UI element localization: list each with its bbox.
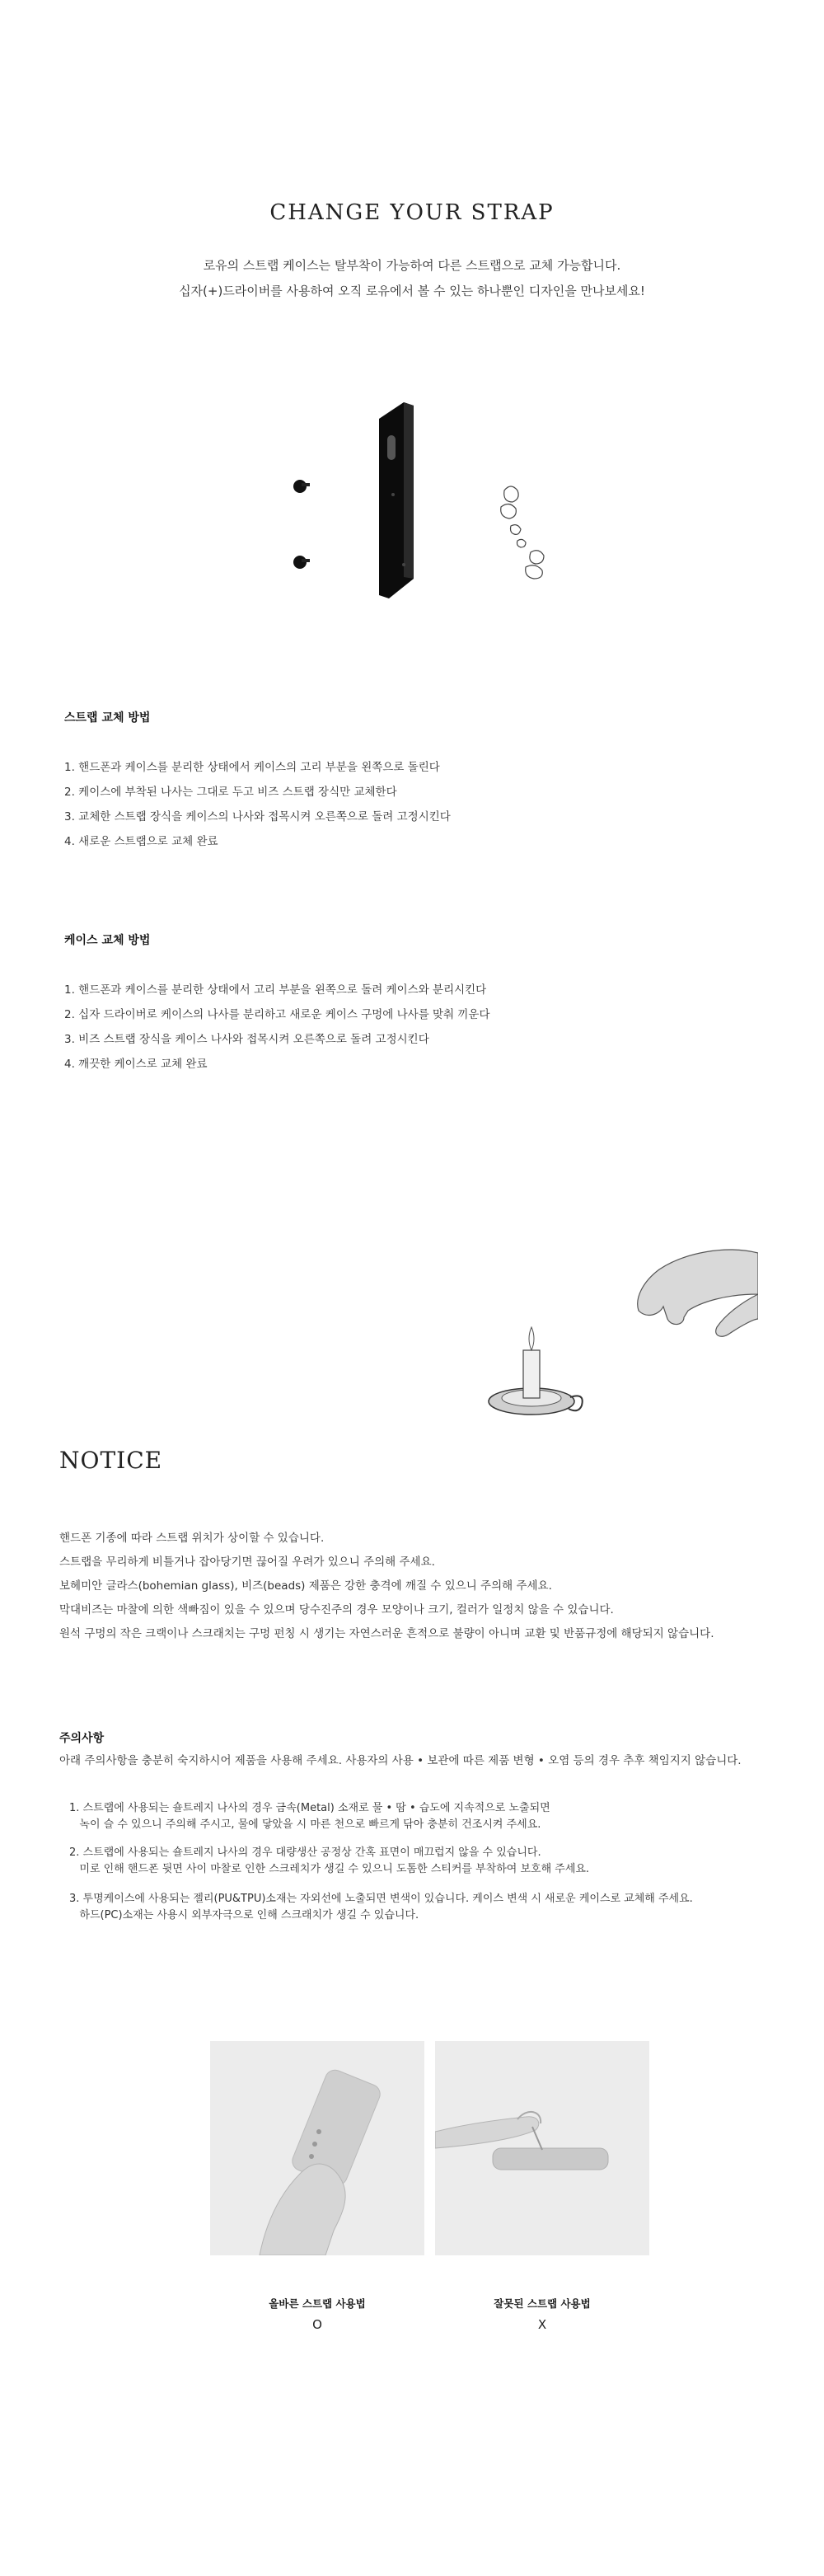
notice-lines [59,1527,714,1646]
caution-item-line: 3. 투명케이스에 사용되는 젤리(PU&TPU)소재는 자외선에 노출되면 변색이 있습니다. 케이스 변색 시 새로운 케이스로 교체해 주세요. [69,1893,693,1905]
notice-line: 스트랩을 무리하게 비틀거나 잡아당기면 끊어질 우려가 있으니 주의해 주세요. [59,1555,435,1569]
list-item: 2. 케이스에 부착된 나사는 그대로 두고 비즈 스트랩 장식만 교체한다 [64,786,397,799]
wrong-usage-label: 잘못된 스트랩 사용법 [494,2297,591,2310]
correct-usage-label: 올바른 스트랩 사용법 [269,2297,366,2310]
hand-icon [638,1250,758,1336]
intro-line-1: 로유의 스트랩 케이스는 탈부착이 가능하여 다른 스트랩으로 교체 가능합니다. [203,258,621,273]
phone-case-illustration [280,387,577,618]
caution-item [69,1800,550,1833]
caution-item-line: 2. 스트랩에 사용되는 숄트레지 나사의 경우 대량생산 공정상 간혹 표면이 매끄럽지 않을 수 있습니다. [69,1846,541,1859]
caution-item-line: 녹이 슬 수 있으니 주의해 주시고, 물에 닿았을 시 마른 천으로 빠르게 닦아 충분히 건조시켜 주세요. [69,1818,541,1831]
caution-item-line: 하드(PC)소재는 사용시 외부자극으로 인해 스크래치가 생길 수 있습니다. [69,1909,419,1921]
correct-usage-mark: O [312,2317,322,2332]
list-item: 4. 깨끗한 케이스로 교체 완료 [64,1058,208,1071]
notice-title: NOTICE [59,1447,163,1474]
notice-line: 원석 구멍의 작은 크랙이나 스크래치는 구멍 펀칭 시 생기는 자연스러운 흔적으로 불량이 아니며 교환 및 반품규정에 해당되지 않습니다. [59,1627,714,1640]
caution-heading: 주의사항 [59,1732,105,1745]
notice-line: 막대비즈는 마찰에 의한 색빠짐이 있을 수 있으며 당수진주의 경우 모양이나 크기, 컬러가 일정치 않을 수 있습니다. [59,1603,614,1616]
caution-item [69,1845,589,1878]
list-item: 1. 핸드폰과 케이스를 분리한 상태에서 고리 부분을 왼쪽으로 돌려 케이스와 분리시킨다 [64,983,487,997]
strap-change-heading: 스트랩 교체 방법 [64,711,151,725]
list-item: 2. 십자 드라이버로 케이스의 나사를 분리하고 새로운 케이스 구멍에 나사를 맞춰 끼운다 [64,1008,490,1021]
caution-intro: 아래 주의사항을 충분히 숙지하시어 제품을 사용해 주세요. 사용자의 사용 • 보관에 따른 제품 변형 • 오염 등의 경우 추후 책임지지 않습니다. [59,1754,742,1767]
hand-holding-phone-icon [210,2041,424,2255]
caution-item-line: 1. 스트랩에 사용되는 숄트레지 나사의 경우 금속(Metal) 소재로 물 • 땀 • 습도에 지속적으로 노출되면 [69,1802,550,1814]
list-item: 1. 핸드폰과 케이스를 분리한 상태에서 케이스의 고리 부분을 왼쪽으로 돌린다 [64,761,440,774]
list-item: 4. 새로운 스트랩으로 교체 완료 [64,835,218,848]
screw-icon [293,480,310,569]
bead-strap-icon [501,486,544,579]
caution-item [69,1891,693,1924]
wrong-usage-mark: X [537,2317,547,2332]
correct-usage-photo [210,2041,424,2255]
phone-case-icon [379,402,414,598]
notice-line: 보헤미안 글라스(bohemian glass), 비즈(beads) 제품은 강한 충격에 깨질 수 있으니 주의해 주세요. [59,1579,552,1593]
intro-line-2: 십자(+)드라이버를 사용하여 오직 로유에서 볼 수 있는 하나뿐인 디자인을 만나보세요! [179,284,645,298]
candle-hands-illustration [478,1236,758,1434]
wrong-usage-photo [435,2041,649,2255]
notice-line: 핸드폰 기종에 따라 스트랩 위치가 상이할 수 있습니다. [59,1532,325,1545]
caution-item-line: 미로 인해 핸드폰 뒷면 사이 마찰로 인한 스크레치가 생길 수 있으니 도톰한 스티커를 부착하여 보호해 주세요. [69,1863,590,1875]
list-item: 3. 교체한 스트랩 장식을 케이스의 나사와 접목시켜 오른쪽으로 돌려 고정시킨다 [64,810,451,823]
hand-hanging-phone-icon [435,2041,649,2255]
candle-icon [489,1327,583,1415]
page-title: CHANGE YOUR STRAP [269,200,555,225]
strap-change-steps [64,755,451,854]
list-item: 3. 비즈 스트랩 장식을 케이스 나사와 접목시켜 오른쪽으로 돌려 고정시킨다 [64,1033,429,1046]
case-change-steps [64,978,490,1077]
case-change-heading: 케이스 교체 방법 [64,934,151,947]
